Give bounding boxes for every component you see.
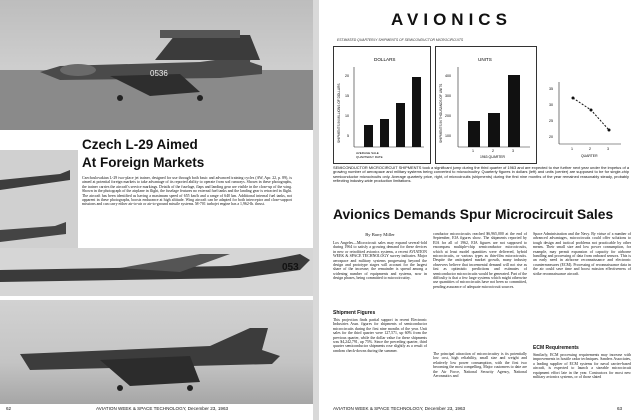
bottom-illustration [0,300,314,404]
article-column-3 [533,232,631,402]
chart2-bar [508,75,520,147]
chart1-caption: ESTIMATED QUARTERLY SHIPMENTS OF SEMICONDUCTOR MICROCIRCUITS [337,38,464,42]
right-footer-publication: AVIATION WEEK & SPACE TECHNOLOGY, December 23, 1963 [333,406,466,411]
headline-line-1: Czech L-29 Aimed [82,137,198,152]
chart1-ylabel: SHIPMENTS IN MILLIONS OF DOLLARS [337,83,341,143]
left-headline [82,136,282,172]
article-column-2 [433,232,527,402]
main-headline: Avionics Demands Spur Microcircuit Sales [333,207,614,222]
left-footer-publication: AVIATION WEEK & SPACE TECHNOLOGY, December 23, 1963 [96,406,229,411]
subhead-shipment-figures: Shipment Figures [333,310,376,316]
chart-dollars [333,46,431,164]
column2-text-2: The principal attraction of microcircuitry is its potentially low cost, high reliability, small size and weight and relatively low power consumption, with the first two becoming the most compelling. Major customers to date are the Air Force, National Security Agency, National Aeronautics and [433,352,527,379]
chart2-xtick: 1 [472,149,474,153]
chart-price-svg [541,46,631,162]
byline: By Barry Miller [365,232,395,237]
chart3-point [608,129,611,132]
chart2-xtick: 2 [492,149,494,153]
tail-number-top: 0536 [150,69,168,78]
chart1-legend-1: AVERAGE SALE [356,151,379,155]
chart3-ytick: 30 [549,103,553,107]
l29-ground-photo [0,0,314,130]
chart3-xtick: 3 [607,147,609,151]
chart-caption-text: SEMICONDUCTOR MICROCIRCUIT SHIPMENTS took a significant jump during the third quarter of 1963 and are expected to rise further next year under the impetus of a growing number of aerospace and military systems being converted to microcircuitry. Quarterly figures in dollars (left) and units (center) are supposed to be for single-chip semiconductor microcircuits only. Average quarterly price, right, of microcircuits (shipments) during the first nine months of the year remained reasonably steady, probably reflecting industry-wide production limitations. [333,166,629,184]
chart1-ytick: 5 [347,134,349,138]
l29-flight-photo [0,248,314,296]
article-column-1 [333,232,427,402]
l29-bottom-photo [0,300,314,404]
chart1-bar [364,125,373,147]
chart3-xtick: 1 [571,147,573,151]
chart2-bar [488,113,500,147]
chart3-xlabel: QUARTER [581,154,598,158]
chart2-ytick: 300 [445,94,451,98]
chart2-ytick: 400 [445,74,451,78]
chart1-units: DOLLARS [374,57,396,62]
chart3-line [573,98,609,130]
chart3-point [590,109,593,112]
left-footer-page: 62 [6,406,12,411]
chart2-ytick: 100 [445,134,451,138]
chart3-ytick: 20 [549,135,553,139]
chart2-xtick: 3 [512,149,514,153]
chart2-bar [468,121,480,147]
chart2-ylabel: SHIPMENTS IN THOUSANDS OF UNITS [439,83,443,143]
section-title: AVIONICS [391,10,512,29]
chart3-ytick: 25 [549,119,553,123]
chart1-ytick: 10 [345,114,349,118]
chart1-ytick: 20 [345,74,349,78]
chart1-bar [380,119,389,147]
headline-line-2: At Foreign Markets [82,155,205,170]
column3-text-2: Similarly, ECM processing requirements may increase with improvements in hostile radar techniques. Sanders Associates, a leading supplier of ECM systems for naval carrier-based aircraft, is expected to launch a sizeable microcircuit equipment effort late in the year. Contractors for most new military avionics systems, or of those slated [533,353,631,380]
column1-text: Los Angeles—Microcircuit sales may expand several-fold during 1964 to satisfy a growing demand for these devices in new or retrofitted avionics systems, a recent AVIATION WEEK & SPACE TECHNOLOGY survey indicates. Major aerospace and military systems progressing beyond the design and prototype stages will account for the largest share of the increase; the remainder is spread among a widening number of equipments and systems, now in design phases, being committed to microcircuitry. [333,241,427,281]
chart1-bar [412,77,421,147]
chart2-xlabel: 1963 QUARTER [480,155,506,159]
left-intro-text: Czechoslovakian L-29 two-place jet trainer, designed for use through both basic and advanced training cycles (AW, Apr. 22, p. 89), is aimed at potential foreign markets to take advantage of its reported ability to operate from sod runways. Shown in these photographs, the trainer carries the aircraft's service markings. Details of the fuselage, flaps and landing gear are visible in the close-up of the wing. Shown in the photograph of the airplane in flight, the fuselage features no external fuel tanks and the landing gear is retracted in flight. The aircraft has been identified as having a maximum speed of 655 km/h and a range of 640 km. Additional internal fuel tanks, not apparent in these photographs, boosts endurance at high altitude. Wing aircraft can be adapted for both interceptor and close-support missions and can carry either air-to-air or air-to-ground missile systems. M-701 turbojet engine has a 1,962-lb. thrust. [82,176,292,207]
chart3-point [572,97,575,100]
column3-text: Space Administration and the Navy. By virtue of a number of advanced advantages, microcircuits could offer solutions to tough design and tactical problems not practicable by other means. Their small size and low power consumption, for example, may permit expansion of capacity for airborne handling and processing of data from onboard sensors. This is an early need in airborne reconnaissance and electronic countermeasures (ECM). Processing of reconnaissance data in the air could save time and boost mission effectiveness of strike reconnaissance aircraft. [533,232,631,276]
flight-illustration [0,248,314,296]
chart2-ytick: 200 [445,114,451,118]
chart-units-svg [436,47,536,163]
right-footer-page: 63 [617,406,623,411]
column2-text: conductor microcircuits reached $6,965,000 at the end of September, EIA figures show. The shipments reported by EIA for all of 1962, EIA figures are not supposed to encompass multiple-chip semiconductor microcircuits, which at least model quantities were delivered, hybrid microcircuits, or various types as thin-film microcircuits. Despite the anticipated market growth, many industry observers believe that incremental demand will not rise as fast as optimistic predictions and estimates of semiconductor microcircuits would be generated. Part of the difficulty is that a few large systems which might otherwise use quantities of microcircuits have not been so committed, pending assurance of adequate microcircuit sources. [433,232,527,289]
chart1-ytick: 15 [345,94,349,98]
subhead-ecm-requirements: ECM Requirements [533,345,579,351]
chart-dollars-svg [334,47,430,163]
chart-price [541,46,631,162]
chart-units [435,46,537,164]
chart2-units: UNITS [478,57,492,62]
l29-ground-illustration [0,0,314,130]
left-page [0,0,314,420]
column1-text-2: This projection finds partial support in recent Electronic Industries Assn. figures for shipments of semiconductor microcircuits during the first nine months of the year. Unit sales for the third quarter were 127,571, up 60% from the previous quarter, while the dollar value for these shipments was $4,242,791, up 75%. Since the preceding quarter, third quarter semiconductor shipments rose slightly as a result of random check-downs during the summer. [333,318,427,353]
chart3-xtick: 2 [589,147,591,151]
chart1-legend-2: QUARTERLY RATE [356,155,383,159]
right-page [319,0,638,420]
tail-number-bottom: 053 [282,262,299,273]
chart1-bar [396,103,405,147]
chart3-ytick: 35 [549,87,553,91]
